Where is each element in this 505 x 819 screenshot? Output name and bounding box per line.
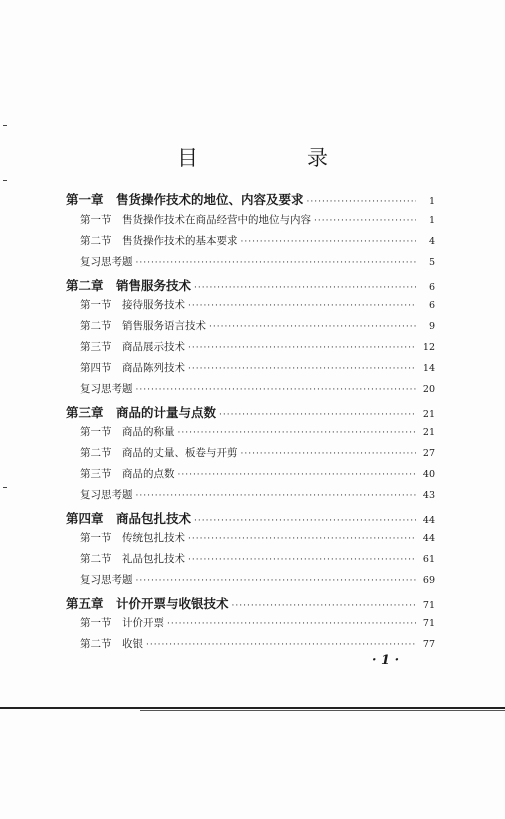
leader-dots [136, 491, 417, 501]
bottom-rule [0, 707, 505, 709]
toc-review-entry [66, 254, 435, 269]
toc-entry-page: 5 [428, 257, 435, 268]
toc-entry-label: 第二节 销售服务语言技术 [80, 320, 206, 332]
page-number: · 1 · [372, 653, 400, 668]
leader-dots [219, 410, 416, 420]
toc-entry-page: 69 [422, 575, 435, 586]
toc-entry-page: 6 [428, 282, 435, 293]
toc-chapter-entry [66, 403, 435, 421]
toc-section-entry [66, 466, 435, 481]
toc-entry-label: 复习思考题 [80, 383, 133, 395]
toc-entry-label: 第二节 售货操作技术的基本要求 [80, 235, 238, 247]
toc-entry-label: 第五章 计价开票与收银技术 [66, 596, 229, 611]
leader-dots [232, 601, 416, 611]
leader-dots [194, 283, 416, 293]
toc-chapter-entry [66, 276, 435, 294]
leader-dots [188, 534, 416, 544]
toc-entry-label: 第三章 商品的计量与点数 [66, 405, 217, 420]
toc-entry-label: 第三节 商品的点数 [80, 468, 175, 480]
toc-section-entry [66, 551, 435, 566]
toc-section-entry [66, 339, 435, 354]
toc-entry-page: 77 [422, 639, 435, 650]
toc-section-entry [66, 318, 435, 333]
leader-dots [209, 322, 416, 332]
leader-dots [136, 576, 417, 586]
page-title: 目 录 [177, 146, 372, 170]
toc-section-entry [66, 297, 435, 312]
scan-mark [3, 487, 7, 488]
toc-entry-page: 44 [422, 515, 435, 526]
leader-dots [241, 237, 417, 247]
leader-dots [188, 364, 416, 374]
toc-entry-label: 第四章 商品包扎技术 [66, 511, 192, 526]
toc-entry-label: 复习思考题 [80, 574, 133, 586]
toc-entry-label: 第一节 商品的称量 [80, 426, 175, 438]
toc-entry-label: 第二节 收银 [80, 638, 143, 650]
toc-section-entry [66, 424, 435, 439]
toc-review-entry [66, 381, 435, 396]
toc-entry-label: 第三节 商品展示技术 [80, 341, 185, 353]
toc-entry-page: 71 [422, 600, 435, 611]
toc-entry-label: 第二章 销售服务技术 [66, 278, 192, 293]
toc-entry-page: 14 [422, 363, 435, 374]
toc-entry-page: 12 [422, 342, 435, 353]
toc-chapter-entry [66, 190, 435, 208]
leader-dots [314, 216, 416, 226]
toc-entry-page: 21 [422, 427, 435, 438]
leader-dots [241, 449, 417, 459]
toc-review-entry [66, 572, 435, 587]
toc-entry-page: 21 [422, 409, 435, 420]
toc-chapter-entry [66, 594, 435, 612]
toc-entry-page: 61 [422, 554, 435, 565]
toc-entry-label: 第一节 售货操作技术在商品经营中的地位与内容 [80, 214, 311, 226]
toc-entry-label: 第四节 商品陈列技术 [80, 362, 185, 374]
toc-entry-label: 第一节 计价开票 [80, 617, 164, 629]
toc-entry-label: 第二节 商品的丈量、板卷与开剪 [80, 447, 238, 459]
leader-dots [188, 555, 416, 565]
toc-entry-label: 第一节 传统包扎技术 [80, 532, 185, 544]
toc-review-entry [66, 487, 435, 502]
bottom-rule-secondary [140, 710, 505, 711]
toc-entry-page: 43 [422, 490, 435, 501]
leader-dots [167, 619, 416, 629]
toc-entry-label: 复习思考题 [80, 256, 133, 268]
leader-dots [178, 470, 417, 480]
leader-dots [307, 197, 416, 207]
leader-dots [188, 343, 416, 353]
toc-entry-page: 1 [428, 215, 435, 226]
toc-section-entry [66, 530, 435, 545]
toc-entry-label: 第一节 接待服务技术 [80, 299, 185, 311]
leader-dots [146, 640, 416, 650]
toc-entry-page: 6 [428, 300, 435, 311]
leader-dots [178, 428, 417, 438]
toc-entry-page: 9 [428, 321, 435, 332]
leader-dots [188, 301, 416, 311]
leader-dots [136, 385, 417, 395]
toc-entry-page: 27 [422, 448, 435, 459]
scan-mark [3, 125, 7, 126]
scan-mark [3, 180, 7, 181]
toc-entry-label: 第一章 售货操作技术的地位、内容及要求 [66, 192, 304, 207]
toc-entry-label: 第二节 礼品包扎技术 [80, 553, 185, 565]
toc-section-entry [66, 636, 435, 651]
toc-section-entry [66, 233, 435, 248]
toc-chapter-entry [66, 509, 435, 527]
toc-section-entry [66, 212, 435, 227]
toc-entry-label: 复习思考题 [80, 489, 133, 501]
toc-entry-page: 4 [428, 236, 435, 247]
toc-entry-page: 40 [422, 469, 435, 480]
toc-entry-page: 1 [428, 196, 435, 207]
toc-section-entry [66, 360, 435, 375]
toc-entry-page: 44 [422, 533, 435, 544]
toc-section-entry [66, 615, 435, 630]
toc-section-entry [66, 445, 435, 460]
toc-entry-page: 71 [422, 618, 435, 629]
leader-dots [136, 258, 417, 268]
leader-dots [194, 516, 416, 526]
toc-entry-page: 20 [422, 384, 435, 395]
